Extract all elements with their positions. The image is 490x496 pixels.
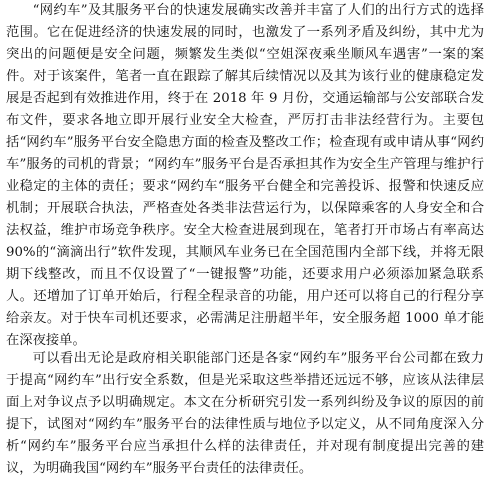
paragraph-text: “网约车”及其服务平台的快速发展确实改善并丰富了人们的出行方式的选择范围。它在促进经济的快速发展的同时，也激发了一系列矛盾及纠纷，其中尤为突出的问题便是安全问题，频繁发生类似“空姐深夜乘坐顺风车遇害”一案的案件。对于该案件，笔者一直在跟踪了解其后续情况以及其为该行业的健康稳定发展是否起到有效推进作用，终于在 2018 年 9 月份，交通运输部与公安部联合发布文件，要求各地立即开展行业安全大检查，严厉打击非法经营行为。主要包括“网约车”服务平台安全隐患方面的检查及整改工作；检查现有或申请从事“网约车”服务的司机的背景；“网约车”服务平台是否承担其作为安全生产管理与维护行业稳定的主体的责任；要求“网约车“服务平台健全和完善投诉、报警和快速反应机制；开展联合执法，严格查处各类非法营运行为，以保障乘客的人身安全和合法权益，维护市场竞争秩序。安全大检查进展到现在，笔者打开市场占有率高达 90%的“滴滴出行”软件发现，其顺风车业务已在全国范围内全部下线，并将无限期下线整改，而且不仅设置了“一键报警”功能，还要求用户必须添加紧急联系人。还增加了订单开始后，行程全程录音的功能，用户还可以将自己的行程分享给亲友。对于快车司机还要求，必需满足注册超半年，安全服务超 1000 单才能在深夜接单。 [6, 3, 484, 348]
body-paragraph-1 [6, 0, 484, 352]
paragraph-text: 可以看出无论是政府相关职能部门还是各家“网约车”服务平台公司都在致力于提高“网约车”出行安全系数，但是光采取这些举措还远远不够，应该从法律层面上对争议点予以明确规定。本文在分析研究引发一系列纠纷及争议的原因的前提下，试图对“网约车”服务平台的法律性质与地位予以定义，从不同角度深入分析“网约车”服务平台应当承担什么样的法律责任，并对现有制度提出完善的建议，为明确我国“网约车”服务平台责任的法律责任。 [6, 351, 484, 476]
body-paragraph-2 [6, 348, 484, 480]
